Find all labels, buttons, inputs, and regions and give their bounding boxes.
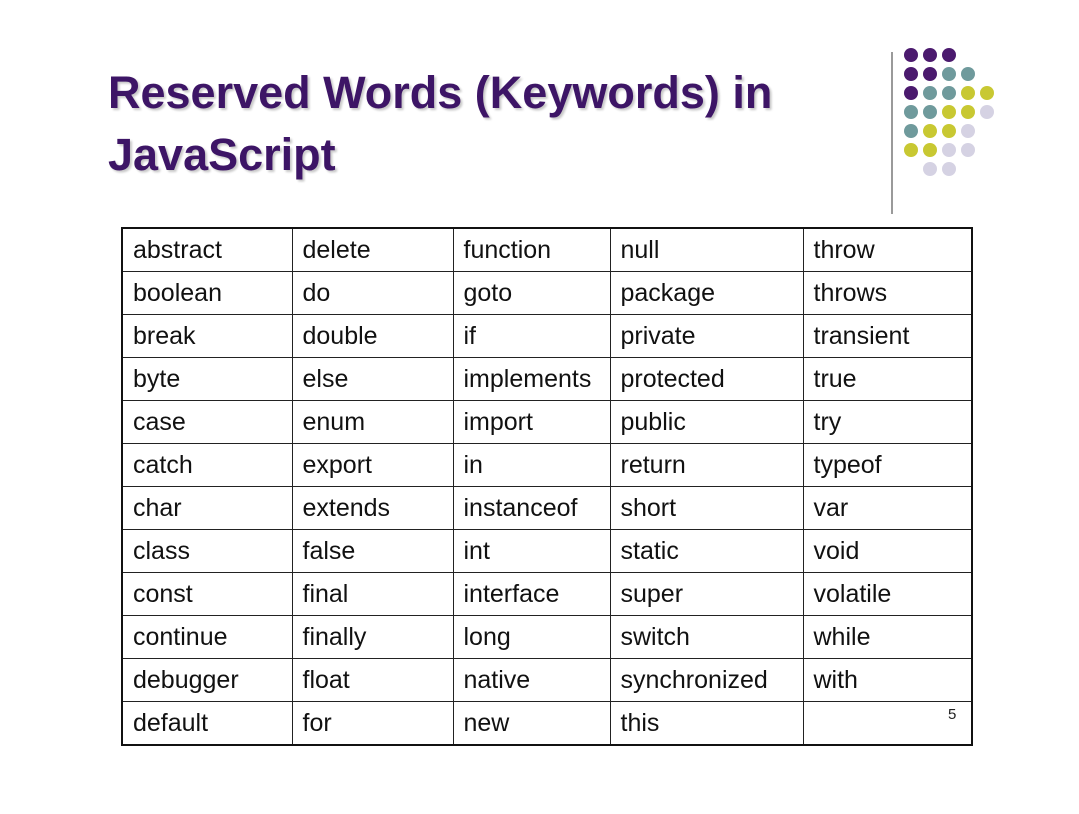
keyword-cell: for [292, 702, 453, 746]
keyword-cell: transient [803, 315, 972, 358]
yellow-dot-icon [980, 86, 994, 100]
lavender-dot-icon [961, 124, 975, 138]
teal-dot-icon [923, 105, 937, 119]
teal-dot-icon [942, 86, 956, 100]
table-row [122, 228, 972, 272]
yellow-dot-icon [942, 124, 956, 138]
keyword-cell [803, 702, 972, 746]
keyword-cell: export [292, 444, 453, 487]
keyword-cell: interface [453, 573, 610, 616]
keyword-cell: default [122, 702, 292, 746]
keyword-cell: debugger [122, 659, 292, 702]
keyword-cell: true [803, 358, 972, 401]
keyword-cell: char [122, 487, 292, 530]
purple-dot-icon [923, 67, 937, 81]
keyword-cell: delete [292, 228, 453, 272]
keyword-cell: with [803, 659, 972, 702]
keyword-cell: null [610, 228, 803, 272]
purple-dot-icon [942, 48, 956, 62]
purple-dot-icon [923, 48, 937, 62]
keyword-cell: volatile [803, 573, 972, 616]
keyword-cell: long [453, 616, 610, 659]
keyword-cell: extends [292, 487, 453, 530]
yellow-dot-icon [904, 143, 918, 157]
yellow-dot-icon [923, 143, 937, 157]
keyword-cell: int [453, 530, 610, 573]
keyword-cell: while [803, 616, 972, 659]
keyword-cell: else [292, 358, 453, 401]
keyword-cell: switch [610, 616, 803, 659]
keywords-table [121, 227, 973, 746]
keyword-cell: in [453, 444, 610, 487]
slide-title [108, 62, 888, 186]
keyword-cell: final [292, 573, 453, 616]
keyword-cell: super [610, 573, 803, 616]
keyword-cell: byte [122, 358, 292, 401]
lavender-dot-icon [923, 162, 937, 176]
table-row [122, 272, 972, 315]
teal-dot-icon [942, 67, 956, 81]
keywords-table-body [122, 228, 972, 745]
yellow-dot-icon [942, 105, 956, 119]
keyword-cell: float [292, 659, 453, 702]
lavender-dot-icon [942, 143, 956, 157]
yellow-dot-icon [961, 86, 975, 100]
keyword-cell: do [292, 272, 453, 315]
keyword-cell: throws [803, 272, 972, 315]
slide-title-line-2: JavaScript [108, 129, 336, 180]
keyword-cell: abstract [122, 228, 292, 272]
keyword-cell: false [292, 530, 453, 573]
keyword-cell: synchronized [610, 659, 803, 702]
table-row [122, 358, 972, 401]
keyword-cell: throw [803, 228, 972, 272]
keyword-cell: typeof [803, 444, 972, 487]
keyword-cell: short [610, 487, 803, 530]
keyword-cell: public [610, 401, 803, 444]
lavender-dot-icon [961, 143, 975, 157]
keyword-cell: double [292, 315, 453, 358]
keyword-cell: protected [610, 358, 803, 401]
keyword-cell: finally [292, 616, 453, 659]
teal-dot-icon [904, 105, 918, 119]
decorative-dot-grid [904, 48, 1014, 198]
keyword-cell: enum [292, 401, 453, 444]
keyword-cell: void [803, 530, 972, 573]
keyword-cell: if [453, 315, 610, 358]
table-row [122, 702, 972, 746]
keyword-cell: import [453, 401, 610, 444]
keyword-cell: const [122, 573, 292, 616]
table-row [122, 530, 972, 573]
lavender-dot-icon [980, 105, 994, 119]
teal-dot-icon [923, 86, 937, 100]
table-row [122, 401, 972, 444]
teal-dot-icon [904, 124, 918, 138]
keyword-cell: implements [453, 358, 610, 401]
keyword-cell: instanceof [453, 487, 610, 530]
keyword-cell: break [122, 315, 292, 358]
keyword-cell: native [453, 659, 610, 702]
purple-dot-icon [904, 67, 918, 81]
purple-dot-icon [904, 86, 918, 100]
table-row [122, 444, 972, 487]
page-number: 5 [948, 706, 957, 723]
yellow-dot-icon [961, 105, 975, 119]
keyword-cell: new [453, 702, 610, 746]
keyword-cell: package [610, 272, 803, 315]
slide-title-line-1: Reserved Words (Keywords) in [108, 67, 773, 118]
keyword-cell: var [803, 487, 972, 530]
keyword-cell: private [610, 315, 803, 358]
yellow-dot-icon [923, 124, 937, 138]
keyword-cell: case [122, 401, 292, 444]
teal-dot-icon [961, 67, 975, 81]
table-row [122, 659, 972, 702]
keyword-cell: boolean [122, 272, 292, 315]
keyword-cell: function [453, 228, 610, 272]
keyword-cell: continue [122, 616, 292, 659]
table-row [122, 315, 972, 358]
keyword-cell: try [803, 401, 972, 444]
keyword-cell: class [122, 530, 292, 573]
title-divider [891, 52, 893, 214]
purple-dot-icon [904, 48, 918, 62]
keyword-cell: goto [453, 272, 610, 315]
table-row [122, 573, 972, 616]
keyword-cell: static [610, 530, 803, 573]
keyword-cell: this [610, 702, 803, 746]
lavender-dot-icon [942, 162, 956, 176]
table-row [122, 487, 972, 530]
keyword-cell: return [610, 444, 803, 487]
keyword-cell: catch [122, 444, 292, 487]
table-row [122, 616, 972, 659]
